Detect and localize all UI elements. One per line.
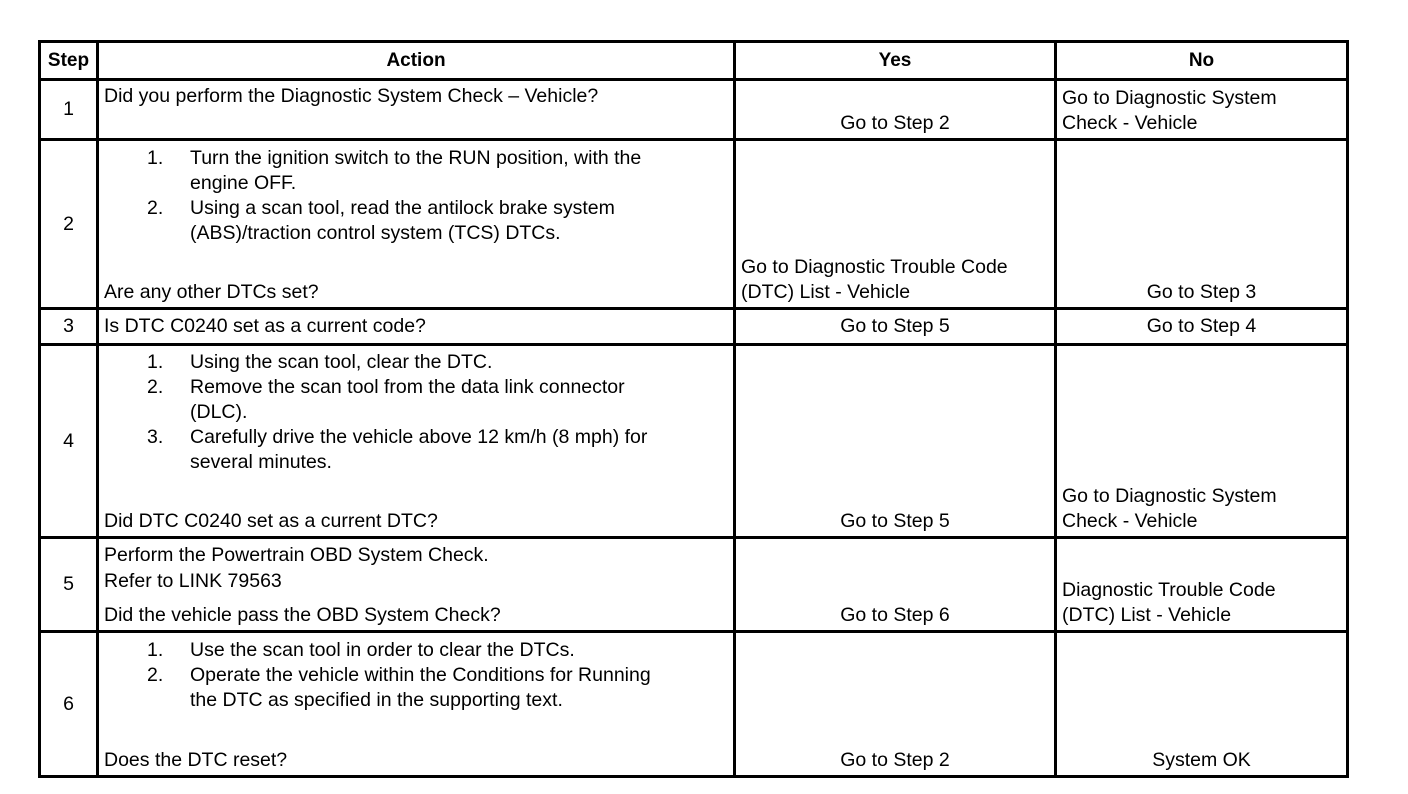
instruction-text: engine OFF. (190, 172, 297, 194)
instruction-item (104, 196, 728, 246)
no-text: Go to Step 4 (1146, 315, 1257, 337)
question-text: Did the vehicle pass the OBD System Check? (104, 604, 501, 626)
yes-text: Go to Diagnostic Trouble Code (741, 256, 1008, 278)
yes-cell (735, 140, 1056, 309)
no-text: Go to Step 3 (1146, 281, 1257, 303)
no-text: Diagnostic Trouble Code (1062, 579, 1276, 601)
instruction-list (104, 350, 728, 475)
yes-cell (735, 538, 1056, 632)
action-text: Perform the Powertrain OBD System Check. (104, 544, 489, 566)
table-row (40, 140, 1348, 309)
yes-text: Go to Step 2 (840, 749, 950, 771)
no-text: Check - Vehicle (1062, 510, 1198, 532)
step-number: 1 (40, 80, 98, 140)
table-row (40, 632, 1348, 777)
no-cell (1056, 140, 1348, 309)
instruction-list (104, 146, 728, 246)
header-yes: Yes (735, 42, 1056, 80)
action-cell (98, 309, 735, 345)
yes-cell (735, 632, 1056, 777)
instruction-item (104, 375, 728, 425)
question-text: Are any other DTCs set? (104, 281, 319, 303)
no-text: (DTC) List - Vehicle (1062, 604, 1232, 626)
instruction-item (104, 638, 728, 663)
instruction-text: Using a scan tool, read the antilock brake system (190, 197, 615, 219)
no-text: System OK (1152, 749, 1251, 771)
instruction-number: 1. (147, 351, 164, 373)
yes-text: Go to Step 5 (840, 510, 950, 532)
no-cell (1056, 309, 1348, 345)
instruction-text: several minutes. (190, 451, 332, 473)
action-text: Refer to LINK 79563 (104, 570, 282, 592)
table-row (40, 538, 1348, 632)
step-number: 3 (40, 309, 98, 345)
action-text: Is DTC C0240 set as a current code? (104, 315, 426, 337)
step-number: 2 (40, 140, 98, 309)
instruction-list (104, 638, 728, 713)
yes-cell (735, 345, 1056, 538)
header-step: Step (40, 42, 98, 80)
yes-cell (735, 309, 1056, 345)
instruction-item (104, 663, 728, 713)
action-text: Did you perform the Diagnostic System Check – Vehicle? (104, 85, 599, 107)
no-cell (1056, 345, 1348, 538)
instruction-text: Operate the vehicle within the Conditions for Running (190, 664, 651, 686)
no-text: Check - Vehicle (1062, 112, 1198, 134)
step-number: 5 (40, 538, 98, 632)
instruction-text: (ABS)/traction control system (TCS) DTCs. (190, 222, 561, 244)
table-row (40, 345, 1348, 538)
yes-text: Go to Step 2 (840, 112, 950, 134)
step-number: 6 (40, 632, 98, 777)
table-row (40, 80, 1348, 140)
header-no: No (1056, 42, 1348, 80)
table-header-row (40, 42, 1348, 80)
question-text: Did DTC C0240 set as a current DTC? (104, 510, 438, 532)
yes-text: Go to Step 5 (840, 315, 950, 337)
instruction-text: Using the scan tool, clear the DTC. (190, 351, 493, 373)
instruction-number: 2. (147, 197, 164, 219)
no-text: Go to Diagnostic System (1062, 87, 1277, 109)
no-cell (1056, 538, 1348, 632)
action-cell (98, 80, 735, 140)
action-cell (98, 632, 735, 777)
instruction-item (104, 425, 728, 475)
no-cell (1056, 632, 1348, 777)
yes-cell (735, 80, 1056, 140)
instruction-text: Turn the ignition switch to the RUN position, with the (190, 147, 642, 169)
header-action: Action (98, 42, 735, 80)
action-cell (98, 345, 735, 538)
yes-text: Go to Step 6 (840, 604, 950, 626)
instruction-number: 1. (147, 639, 164, 661)
question-text: Does the DTC reset? (104, 749, 288, 771)
instruction-item (104, 146, 728, 196)
instruction-number: 2. (147, 664, 164, 686)
no-text: Go to Diagnostic System (1062, 485, 1277, 507)
diagnostic-table (38, 40, 1349, 778)
instruction-number: 2. (147, 376, 164, 398)
table-row (40, 309, 1348, 345)
instruction-number: 1. (147, 147, 164, 169)
instruction-text: (DLC). (190, 401, 248, 423)
action-cell (98, 140, 735, 309)
instruction-text: Use the scan tool in order to clear the DTCs. (190, 639, 575, 661)
no-cell (1056, 80, 1348, 140)
instruction-item (104, 350, 728, 375)
step-number: 4 (40, 345, 98, 538)
instruction-number: 3. (147, 426, 164, 448)
instruction-text: Remove the scan tool from the data link connector (190, 376, 625, 398)
yes-text: (DTC) List - Vehicle (741, 281, 911, 303)
instruction-text: the DTC as specified in the supporting text. (190, 689, 563, 711)
instruction-text: Carefully drive the vehicle above 12 km/h (8 mph) for (190, 426, 648, 448)
action-cell (98, 538, 735, 632)
